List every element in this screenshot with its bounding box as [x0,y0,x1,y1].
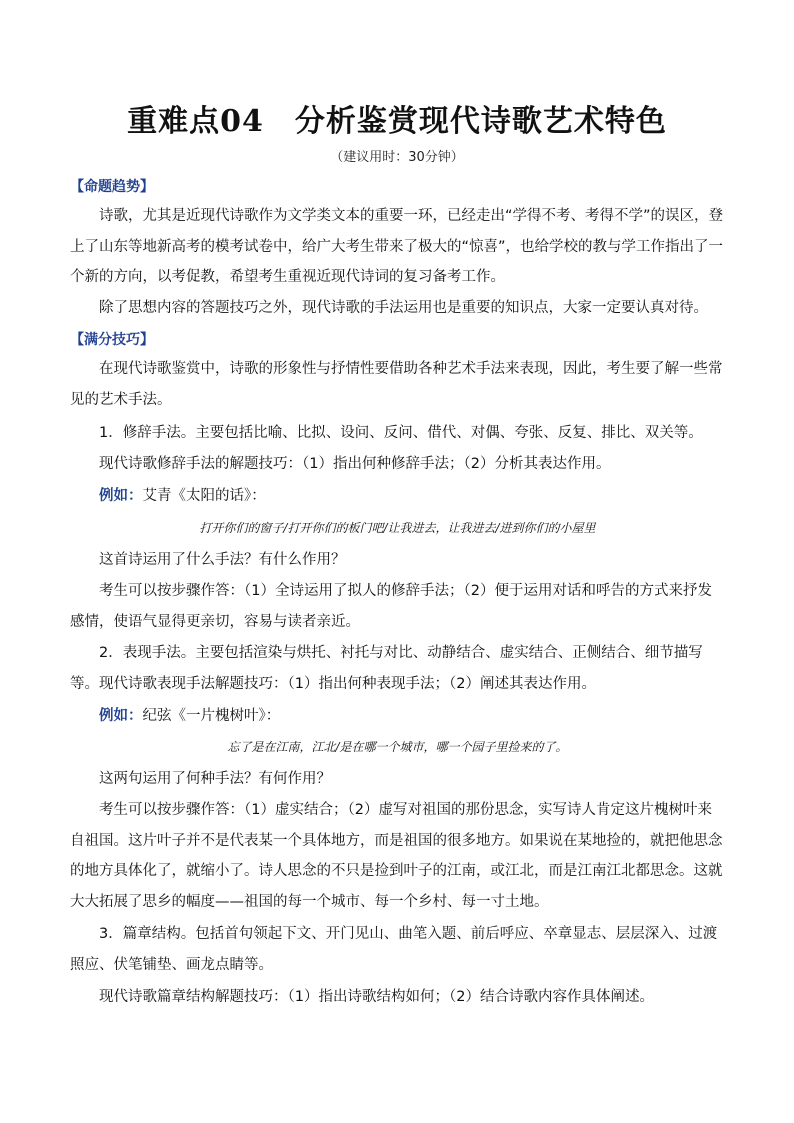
example-1-question: 这首诗运用了什么手法？有什么作用？ [99,552,346,568]
trend-paragraph-1: 诗歌，尤其是近现代诗歌作为文学类文本的重要一环，已经走出“学得不考、考得不学”的误区，登上了山东等地新高考的模考试卷中，给广大考生带来了极大的“惊喜”，也给学校的教与学工作指出了一个新的方向，以考促教，希望考生重视近现代诗词的复习备考工作。 [70,208,724,285]
example-1-source: 艾青《太阳的话》： [142,488,266,504]
example-2-quote: 忘了是在江南，江北/是在哪一个城市，哪一个园子里捡来的了。 [227,740,568,754]
example-1-source-line [70,481,725,512]
example-2-question: 这两句运用了何种手法？有何作用？ [99,771,331,787]
item-2: 2．表现手法。主要包括渲染与烘托、衬托与对比、动静结合、虚实结合、正侧结合、细节描写等。 [70,645,703,692]
example-1-answer: 考生可以按步骤作答：（1）全诗运用了拟人的修辞手法；（2）便于运用对话和呼告的方式来抒发感情，使语气显得更亲切，容易与读者亲近。 [70,583,712,630]
example-label: 例如： [99,708,143,724]
skill-heading: 【满分技巧】 [70,332,154,348]
skill-paragraph-1: 在现代诗歌鉴赏中，诗歌的形象性与抒情性要借助各种艺术手法来表现，因此，考生要了解一些常见的艺术手法。 [70,361,723,408]
trend-paragraph-2: 除了思想内容的答题技巧之外，现代诗歌的手法运用也是重要的知识点，大家一定要认真对待。 [99,300,708,316]
item-2-tip: 现代诗歌表现手法解题技巧：（1）指出何种表现手法；（2）阐述其表达作用。 [99,676,596,692]
page-title: 重难点04 分析鉴赏现代诗歌艺术特色 [127,104,667,139]
example-2-answer: 考生可以按步骤作答：（1）虚实结合；（2）虚写对祖国的那份思念，实写诗人肯定这片槐树叶来自祖国。这片叶子并不是代表某一个具体地方，而是祖国的很多地方。如果说在某地捡的，就把他思念的地方具体化了，就缩小了。诗人思念的不只是捡到叶子的江南，或江北，而是江南江北都思念。这就大大拓展了思乡的幅度——祖国的每一个城市、每一个乡村、每一寸土地。 [70,802,723,910]
item-3: 3．篇章结构。包括首句领起下文、开门见山、曲笔入题、前后呼应、卒章显志、层层深入、过渡照应、伏笔铺垫、画龙点睛等。 [70,926,718,973]
item-3-tip: 现代诗歌篇章结构解题技巧：（1）指出诗歌结构如何；（2）结合诗歌内容作具体阐述。 [99,989,654,1005]
item-1: 1．修辞手法。主要包括比喻、比拟、设问、反问、借代、对偶、夸张、反复、排比、双关等。 [99,425,703,441]
item-1-tip: 现代诗歌修辞手法的解题技巧：（1）指出何种修辞手法；（2）分析其表达作用。 [99,456,611,472]
trend-heading: 【命题趋势】 [70,179,154,195]
example-1-quote: 打开你们的窗子/打开你们的板门吧/让我进去，让我进去/进到你们的小屋里 [199,521,596,535]
example-2-source-line [70,701,725,732]
example-label: 例如： [99,488,143,504]
example-2-source: 纪弦《一片槐树叶》： [142,708,281,724]
suggested-time: （建议用时：30分钟） [330,150,464,165]
